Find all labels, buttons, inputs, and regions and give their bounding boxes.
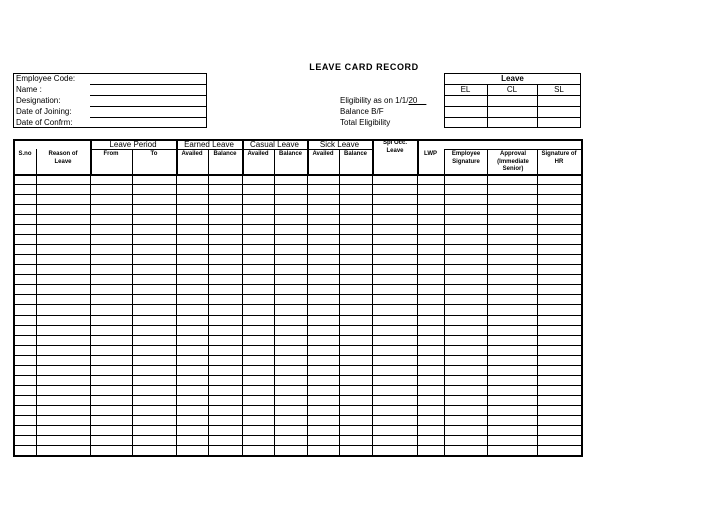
table-row-line (13, 254, 581, 255)
col-sno: S.no (18, 151, 32, 157)
col-reason: Reason of Leave (48, 151, 78, 165)
table-row-line (13, 445, 581, 446)
leave-summary-title: Leave (501, 74, 524, 83)
col-cl-balance: Balance (278, 151, 302, 157)
table-row-line (13, 274, 581, 275)
table-row-line (13, 194, 581, 195)
table-row-line (13, 325, 581, 326)
col-lwp: LWP (424, 151, 437, 157)
leave-col-el: EL (460, 85, 471, 94)
table-row-line (13, 355, 581, 356)
table-row-line (13, 304, 581, 305)
table-row-line (13, 365, 581, 366)
date-of-confirm-label: Date of Confrm: (16, 118, 73, 127)
group-casual-leave: Casual Leave (250, 140, 299, 149)
header-bottom-border (13, 174, 581, 176)
table-row-line (13, 264, 581, 265)
col-cl-availed: Availed (247, 151, 269, 157)
table-row-line (13, 415, 581, 416)
group-leave-period: Leave Period (109, 140, 157, 149)
balance-bf-label: Balance B/F (340, 107, 384, 116)
header-subvertical (36, 149, 37, 174)
table-row-line (13, 385, 581, 386)
name-label: Name : (16, 85, 42, 94)
group-sick-leave: Sick Leave (319, 140, 360, 149)
col-el-balance: Balance (213, 151, 237, 157)
table-border-left (13, 139, 15, 455)
table-row-line (13, 345, 581, 346)
table-row-line (13, 395, 581, 396)
table-row-line (13, 375, 581, 376)
table-row-line (13, 335, 581, 336)
leave-col-cl: CL (506, 85, 518, 94)
table-row-line (13, 315, 581, 316)
col-to: To (150, 151, 158, 157)
header-vertical (372, 139, 374, 174)
table-row-line (13, 284, 581, 285)
group-header-divider-right (444, 149, 581, 150)
page-title: LEAVE CARD RECORD (309, 62, 419, 72)
employee-code-label: Employee Code: (16, 74, 76, 83)
header-subvertical (487, 149, 488, 174)
date-of-joining-label: Date of Joining: (16, 107, 72, 116)
designation-label: Designation: (16, 96, 61, 105)
col-el-availed: Availed (181, 151, 203, 157)
col-sl-availed: Availed (312, 151, 334, 157)
eligibility-label: Eligibility as on 1/1/20__ (340, 96, 427, 105)
leave-col-sl: SL (554, 85, 564, 94)
total-eligibility-label: Total Eligibility (340, 118, 391, 127)
header-subvertical (444, 149, 445, 174)
col-hr-signature: Signature of HR (541, 151, 577, 165)
table-row-line (13, 244, 581, 245)
group-earned-leave: Earned Leave (184, 140, 234, 149)
table-row-line (13, 214, 581, 215)
table-border-bottom (13, 455, 581, 457)
table-border-right (581, 139, 583, 457)
table-row-line (13, 294, 581, 295)
col-spl-occ-leave: Spl Occ. Leave (382, 140, 407, 154)
col-sl-balance: Balance (343, 151, 367, 157)
table-row-line (13, 204, 581, 205)
table-row-line (13, 234, 581, 235)
col-from: From (103, 151, 119, 157)
table-row-line (13, 435, 581, 436)
table-row-line (13, 405, 581, 406)
table-row-line (13, 224, 581, 225)
table-row-line (13, 184, 581, 185)
col-approval: Approval (Immediate Senior) (497, 151, 529, 172)
col-employee-signature: Employee Signature (451, 151, 481, 165)
table-row-line (13, 425, 581, 426)
